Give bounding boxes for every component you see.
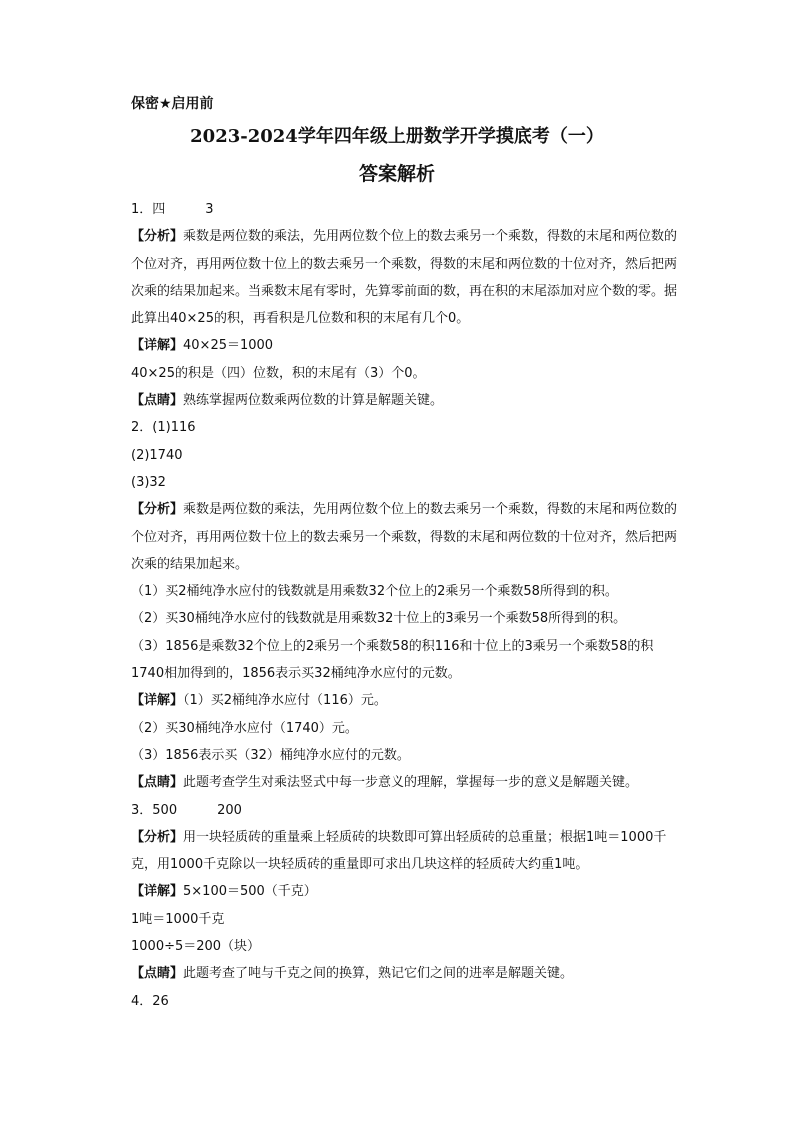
q2-answer-3: (3)32 — [131, 474, 166, 490]
q3-comment: 【点睛】此题考查了吨与千克之间的换算，熟记它们之间的进率是解题关键。 — [131, 966, 574, 982]
q3-detail-1: 【详解】5×100＝500（千克） — [131, 884, 317, 900]
exam-title: 2023-2024学年四年级上册数学开学摸底考（一） — [190, 126, 604, 147]
q2-comment: 【点睛】此题考查学生对乘法竖式中每一步意义的理解，掌握每一步的意义是解题关键。 — [131, 775, 639, 791]
q3-analysis: 【分析】用一块轻质砖的重量乘上轻质砖的块数即可算出轻质砖的总重量；根据1吨＝1000千克，用1000千克除以一块轻质砖的重量即可求出几块这样的轻质砖大约重1吨。 — [131, 829, 667, 873]
q3-detail-2: 1吨＝1000千克 — [131, 911, 225, 927]
q1-detail: 【详解】40×25＝1000 — [131, 338, 274, 354]
q2-detail-3: （3）1856表示买（32）桶纯净水应付的元数。 — [131, 747, 410, 763]
answer-content — [131, 196, 679, 1015]
q2-detail-2: （2）买30桶纯净水应付（1740）元。 — [131, 720, 358, 736]
q1-detail-2: 40×25的积是（四）位数，积的末尾有（3）个0。 — [131, 365, 426, 381]
q2-analysis: 【分析】乘数是两位数的乘法，先用两位数个位上的数去乘另一个乘数，得数的末尾和两位数的个位对齐，再用两位数十位上的数去乘另一个乘数，得数的末尾和两位数的十位对齐，然后把两次乘的结果加起来。 — [131, 502, 678, 572]
q4-answer: 4．26 — [131, 993, 169, 1009]
q2-analysis-part-3: （3）1856是乘数32个位上的2乘另一个乘数58的积116和十位上的3乘另一个乘数58的积1740相加得到的，1856表示买32桶纯净水应付的元数。 — [131, 638, 654, 682]
q1-answer: 1．四 3 — [131, 202, 214, 217]
confidential-label: 保密★启用前 — [131, 96, 214, 112]
q3-detail-3: 1000÷5＝200（块） — [131, 939, 261, 955]
q2-detail-1: 【详解】（1）买2桶纯净水应付（116）元。 — [131, 693, 387, 709]
q2-answer-2: (2)1740 — [131, 447, 183, 463]
q1-comment: 【点睛】熟练掌握两位数乘两位数的计算是解题关键。 — [131, 393, 444, 409]
q2-analysis-part-2: （2）买30桶纯净水应付的钱数就是用乘数32十位上的3乘另一个乘数58所得到的积。 — [131, 611, 627, 627]
q3-answer: 3．500 200 — [131, 802, 242, 818]
q2-answer-1: 2．(1)116 — [131, 420, 196, 436]
q2-analysis-part-1: （1）买2桶纯净水应付的钱数就是用乘数32个位上的2乘另一个乘数58所得到的积。 — [131, 584, 618, 600]
answer-subtitle: 答案解析 — [358, 163, 435, 185]
q1-analysis: 【分析】乘数是两位数的乘法，先用两位数个位上的数去乘另一个乘数，得数的末尾和两位数的个位对齐，再用两位数十位上的数去乘另一个乘数，得数的末尾和两位数的十位对齐，然后把两次乘的结果加起来。当乘数末尾有零时，先算零前面的数，再在积的末尾添加对应个数的零。据此算出40×25的积，再看积是几位数和积的末尾有几个0。 — [131, 229, 678, 327]
